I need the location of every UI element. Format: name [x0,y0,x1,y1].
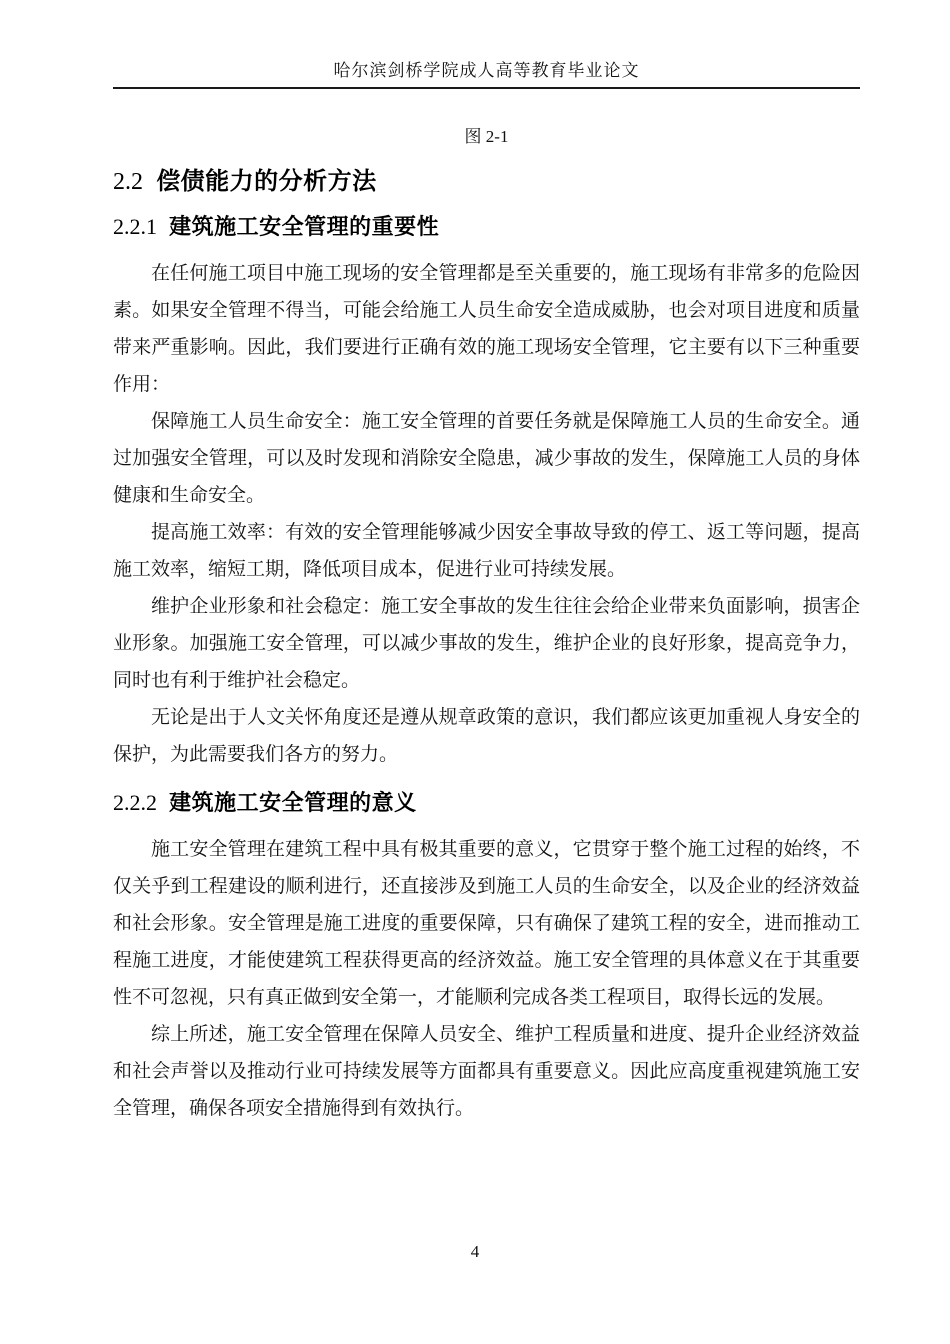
section-title: 建筑施工安全管理的重要性 [169,214,440,239]
body-paragraph: 在任何施工项目中施工现场的安全管理都是至关重要的，施工现场有非常多的危险因素。如果安全管理不得当，可能会给施工人员生命安全造成威胁，也会对项目进度和质量带来严重影响。因此，我们要进行正确有效的施工现场安全管理，它主要有以下三种重要作用： [113,263,860,395]
section-heading-2-2-1 [113,213,860,241]
page-header [113,0,860,89]
section-heading-2-2 [113,167,860,197]
body-paragraph: 维护企业形象和社会稳定：施工安全事故的发生往往会给企业带来负面影响，损害企业形象。加强施工安全管理，可以减少事故的发生，维护企业的良好形象，提高竞争力，同时也有利于维护社会稳定。 [113,596,860,691]
section-2-2-1-body [113,255,860,773]
header-title: 哈尔滨剑桥学院成人高等教育毕业论文 [333,61,640,80]
content-area [113,0,860,1127]
section-heading-2-2-2 [113,789,860,817]
body-paragraph: 综上所述，施工安全管理在保障人员安全、维护工程质量和进度、提升企业经济效益和社会声誉以及推动行业可持续发展等方面都具有重要意义。因此应高度重视建筑施工安全管理，确保各项安全措施得到有效执行。 [113,1024,860,1119]
body-paragraph: 施工安全管理在建筑工程中具有极其重要的意义，它贯穿于整个施工过程的始终，不仅关乎到工程建设的顺利进行，还直接涉及到施工人员的生命安全，以及企业的经济效益和社会形象。安全管理是施工进度的重要保障，只有确保了建筑工程的安全，进而推动工程施工进度，才能使建筑工程获得更高的经济效益。施工安全管理的具体意义在于其重要性不可忽视，只有真正做到安全第一，才能顺利完成各类工程项目，取得长远的发展。 [113,839,860,1008]
body-paragraph: 提高施工效率：有效的安全管理能够减少因安全事故导致的停工、返工等问题，提高施工效率，缩短工期，降低项目成本，促进行业可持续发展。 [113,522,860,580]
figure-caption: 图 2-1 [464,127,509,146]
section-number: 2.2 [113,169,143,195]
body-paragraph: 保障施工人员生命安全：施工安全管理的首要任务就是保障施工人员的生命安全。通过加强安全管理，可以及时发现和消除安全隐患，减少事故的发生，保障施工人员的身体健康和生命安全。 [113,411,860,506]
section-title: 偿债能力的分析方法 [156,168,377,195]
section-title: 建筑施工安全管理的意义 [169,790,417,815]
body-paragraph: 无论是出于人文关怀角度还是遵从规章政策的意识，我们都应该更加重视人身安全的保护，为此需要我们各方的努力。 [113,707,860,765]
section-number: 2.2.2 [113,790,157,815]
page-number: 4 [470,1242,480,1261]
section-number: 2.2.1 [113,214,157,239]
section-2-2-2-body [113,831,860,1127]
